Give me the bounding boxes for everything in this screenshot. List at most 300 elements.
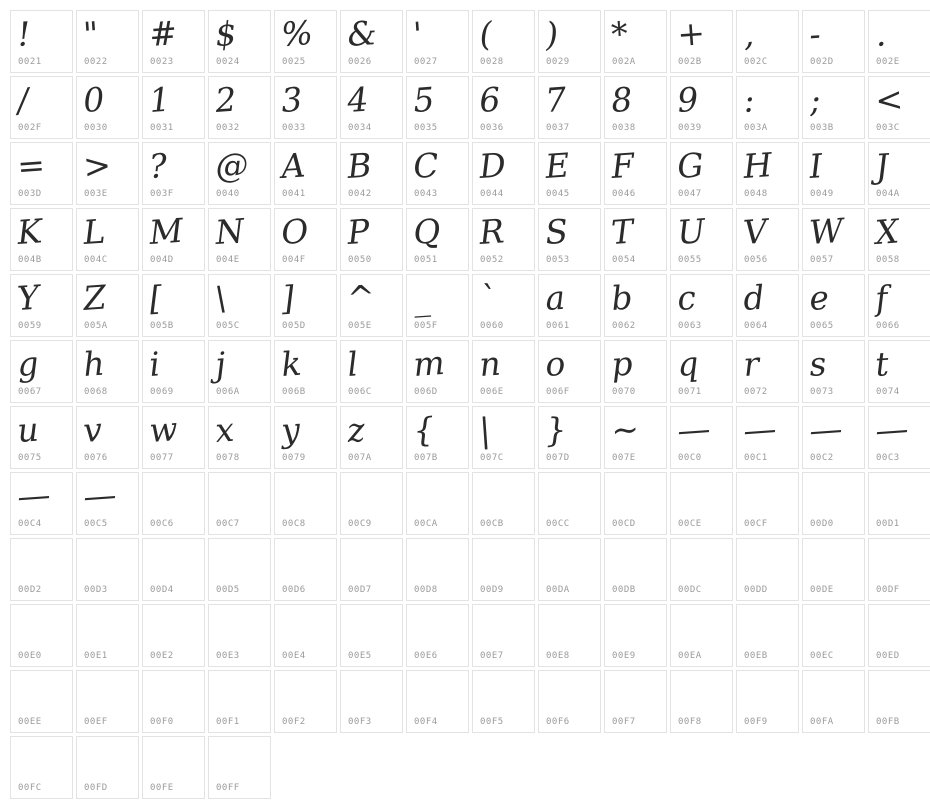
- glyph: j: [214, 344, 227, 385]
- glyph: 8: [610, 79, 634, 121]
- glyph-cell: [670, 472, 733, 535]
- glyph-cell: [670, 340, 733, 403]
- glyph: #: [148, 13, 179, 55]
- glyph: `: [478, 277, 498, 319]
- glyph: L: [82, 211, 107, 253]
- codepoint-label: 00D8: [414, 585, 438, 595]
- codepoint-label: 0056: [744, 255, 768, 265]
- codepoint-label: 00E6: [414, 651, 438, 661]
- codepoint-label: 0073: [810, 387, 834, 397]
- glyph-cell: [76, 538, 139, 601]
- glyph: l: [346, 344, 360, 385]
- codepoint-label: 0049: [810, 189, 834, 199]
- codepoint-label: 00D7: [348, 585, 372, 595]
- codepoint-label: 00E9: [612, 651, 636, 661]
- glyph: [16, 738, 19, 784]
- glyph: C: [412, 145, 440, 187]
- glyph: [478, 606, 481, 652]
- glyph-cell: [340, 604, 403, 667]
- codepoint-label: 0052: [480, 255, 504, 265]
- glyph: w: [148, 409, 179, 451]
- codepoint-label: 00EB: [744, 651, 768, 661]
- glyph-cell: [208, 208, 271, 271]
- glyph-cell: [868, 208, 930, 271]
- glyph: 2: [214, 79, 238, 121]
- glyph-cell: [142, 538, 205, 601]
- glyph-cell: [736, 604, 799, 667]
- glyph-cell: [406, 472, 469, 535]
- glyph: D: [478, 145, 508, 187]
- glyph: 4: [346, 79, 370, 121]
- codepoint-label: 0051: [414, 255, 438, 265]
- glyph-cell: [10, 208, 73, 271]
- glyph-cell: [10, 10, 73, 73]
- glyph: z: [346, 409, 367, 451]
- codepoint-label: 0048: [744, 189, 768, 199]
- glyph: {: [412, 409, 436, 451]
- glyph: [412, 606, 415, 652]
- glyph: i: [148, 344, 162, 385]
- glyph: $: [214, 13, 238, 55]
- glyph-cell: [76, 208, 139, 271]
- glyph-cell: [406, 10, 469, 73]
- glyph-cell: [670, 208, 733, 271]
- codepoint-label: 00D2: [18, 585, 42, 595]
- glyph-cell: [802, 670, 865, 733]
- codepoint-label: 00C3: [876, 453, 900, 463]
- glyph-cell: [142, 142, 205, 205]
- glyph: f: [874, 278, 889, 319]
- codepoint-label: 00E7: [480, 651, 504, 661]
- codepoint-label: 00FB: [876, 717, 900, 727]
- glyph-cell: [802, 472, 865, 535]
- glyph-cell: [10, 472, 73, 535]
- glyph-cell: [10, 340, 73, 403]
- glyph-cell: [340, 142, 403, 205]
- glyph: K: [16, 211, 44, 253]
- codepoint-label: 0026: [348, 57, 372, 67]
- glyph: [16, 606, 19, 652]
- codepoint-label: 0079: [282, 453, 306, 463]
- glyph-cell: [142, 340, 205, 403]
- glyph: [280, 672, 283, 718]
- glyph-cell: [274, 472, 337, 535]
- glyph: E: [544, 145, 571, 187]
- glyph: P: [346, 211, 371, 253]
- glyph: W: [808, 210, 845, 253]
- glyph-cell: [340, 538, 403, 601]
- glyph-cell: [208, 472, 271, 535]
- glyph: [346, 606, 349, 652]
- codepoint-label: 005B: [150, 321, 174, 331]
- glyph: [544, 672, 547, 718]
- codepoint-label: 002C: [744, 57, 768, 67]
- glyph-cell: [472, 670, 535, 733]
- glyph-cell: [868, 406, 930, 469]
- glyph-cell: [10, 274, 73, 337]
- codepoint-label: 006A: [216, 387, 240, 397]
- glyph: F: [610, 145, 636, 187]
- glyph-cell: [736, 208, 799, 271]
- glyph: (: [478, 14, 494, 55]
- glyph: [742, 474, 745, 520]
- codepoint-label: 0034: [348, 123, 372, 133]
- codepoint-label: 005A: [84, 321, 108, 331]
- codepoint-label: 007C: [480, 453, 504, 463]
- codepoint-label: 00C4: [18, 519, 42, 529]
- glyph-cell: [868, 340, 930, 403]
- glyph: G: [676, 145, 706, 187]
- glyph-cell: [472, 274, 535, 337]
- glyph-cell: [76, 736, 139, 799]
- glyph: I: [808, 146, 824, 187]
- glyph-cell: [802, 406, 865, 469]
- codepoint-label: 00E2: [150, 651, 174, 661]
- glyph-cell: [76, 604, 139, 667]
- codepoint-label: 00EA: [678, 651, 702, 661]
- codepoint-label: 0063: [678, 321, 702, 331]
- glyph: —: [16, 474, 52, 517]
- codepoint-label: 00EF: [84, 717, 108, 727]
- codepoint-label: 00C0: [678, 453, 702, 463]
- glyph-cell: [670, 538, 733, 601]
- glyph: [280, 474, 283, 520]
- codepoint-label: 0032: [216, 123, 240, 133]
- glyph-cell: [802, 274, 865, 337]
- glyph-cell: [472, 604, 535, 667]
- glyph: ]: [280, 278, 296, 319]
- glyph-cell: [274, 538, 337, 601]
- codepoint-label: 0035: [414, 123, 438, 133]
- codepoint-label: 00FF: [216, 783, 240, 793]
- glyph-cell: [142, 10, 205, 73]
- glyph-cell: [76, 670, 139, 733]
- codepoint-label: 00DA: [546, 585, 570, 595]
- glyph: +: [676, 13, 707, 55]
- glyph-cell: [142, 406, 205, 469]
- codepoint-label: 0033: [282, 123, 306, 133]
- codepoint-label: 0065: [810, 321, 834, 331]
- codepoint-label: 00CC: [546, 519, 570, 529]
- glyph-cell: [274, 142, 337, 205]
- glyph-cell: [406, 142, 469, 205]
- glyph: [148, 738, 151, 784]
- glyph-cell: [472, 538, 535, 601]
- glyph-cell: [736, 274, 799, 337]
- glyph-cell: [208, 10, 271, 73]
- glyph: [214, 540, 217, 586]
- codepoint-label: 0021: [18, 57, 42, 67]
- codepoint-label: 0064: [744, 321, 768, 331]
- glyph: [280, 540, 283, 586]
- glyph: Q: [412, 211, 442, 253]
- glyph: }: [544, 409, 568, 451]
- codepoint-label: 00CD: [612, 519, 636, 529]
- glyph-cell: [274, 10, 337, 73]
- codepoint-label: 007D: [546, 453, 570, 463]
- glyph: g: [16, 343, 40, 385]
- glyph-cell: [208, 604, 271, 667]
- glyph-cell: [10, 604, 73, 667]
- glyph-cell: [274, 274, 337, 337]
- glyph-cell: [802, 142, 865, 205]
- glyph-cell: [802, 538, 865, 601]
- codepoint-label: 0069: [150, 387, 174, 397]
- glyph: c: [676, 277, 698, 319]
- glyph-cell: [736, 538, 799, 601]
- glyph-cell: [208, 538, 271, 601]
- glyph: O: [280, 211, 310, 253]
- glyph: —: [676, 408, 712, 451]
- glyph: 0: [82, 79, 106, 121]
- glyph: [808, 540, 811, 586]
- codepoint-label: 00F4: [414, 717, 438, 727]
- glyph: 3: [280, 79, 304, 121]
- glyph-cell: [340, 472, 403, 535]
- codepoint-label: 00C8: [282, 519, 306, 529]
- glyph: [412, 474, 415, 520]
- glyph: —: [82, 474, 118, 517]
- glyph: k: [280, 343, 303, 385]
- codepoint-label: 00E0: [18, 651, 42, 661]
- glyph-cell: [76, 76, 139, 139]
- glyph-cell: [604, 538, 667, 601]
- glyph-cell: [274, 340, 337, 403]
- glyph: X: [874, 211, 901, 253]
- glyph-cell: [670, 274, 733, 337]
- codepoint-label: 00CA: [414, 519, 438, 529]
- codepoint-label: 0029: [546, 57, 570, 67]
- glyph: q: [676, 343, 700, 385]
- codepoint-label: 0037: [546, 123, 570, 133]
- codepoint-label: 002F: [18, 123, 42, 133]
- glyph-grid: [10, 10, 930, 799]
- codepoint-label: 00CB: [480, 519, 504, 529]
- glyph-cell: [802, 604, 865, 667]
- codepoint-label: 0044: [480, 189, 504, 199]
- glyph-cell: [670, 670, 733, 733]
- glyph: J: [874, 146, 890, 187]
- codepoint-label: 00FA: [810, 717, 834, 727]
- glyph: [676, 540, 679, 586]
- glyph: [148, 474, 151, 520]
- codepoint-label: 006F: [546, 387, 570, 397]
- glyph: U: [676, 211, 707, 253]
- glyph-cell: [10, 406, 73, 469]
- codepoint-label: 0036: [480, 123, 504, 133]
- glyph-cell: [736, 472, 799, 535]
- codepoint-label: 00F1: [216, 717, 240, 727]
- glyph-cell: [538, 340, 601, 403]
- glyph-cell: [736, 10, 799, 73]
- glyph: V: [742, 211, 769, 253]
- codepoint-label: 0078: [216, 453, 240, 463]
- glyph-cell: [340, 406, 403, 469]
- glyph: :: [742, 80, 756, 121]
- codepoint-label: 002E: [876, 57, 900, 67]
- glyph-cell: [406, 406, 469, 469]
- glyph-cell: [76, 406, 139, 469]
- glyph: ,: [742, 14, 756, 55]
- codepoint-label: 0028: [480, 57, 504, 67]
- glyph: b: [610, 277, 634, 319]
- codepoint-label: 0074: [876, 387, 900, 397]
- glyph-cell: [802, 208, 865, 271]
- codepoint-label: 00CE: [678, 519, 702, 529]
- glyph-cell: [604, 76, 667, 139]
- glyph-cell: [10, 76, 73, 139]
- glyph: [: [148, 278, 164, 319]
- codepoint-label: 0061: [546, 321, 570, 331]
- glyph: 1: [148, 79, 172, 121]
- glyph: [742, 606, 745, 652]
- glyph: ): [544, 14, 560, 55]
- codepoint-label: 0077: [150, 453, 174, 463]
- glyph: *: [610, 13, 630, 55]
- glyph-cell: [142, 76, 205, 139]
- glyph: [148, 606, 151, 652]
- glyph: [544, 606, 547, 652]
- glyph: N: [214, 211, 246, 253]
- codepoint-label: 0053: [546, 255, 570, 265]
- codepoint-label: 00F8: [678, 717, 702, 727]
- glyph-cell: [736, 406, 799, 469]
- glyph-cell: [538, 274, 601, 337]
- glyph-cell: [538, 142, 601, 205]
- glyph: [610, 474, 613, 520]
- codepoint-label: 00F3: [348, 717, 372, 727]
- glyph-cell: [868, 10, 930, 73]
- glyph: [214, 474, 217, 520]
- glyph: x: [214, 409, 236, 451]
- glyph: p: [610, 343, 634, 385]
- glyph: [676, 606, 679, 652]
- codepoint-label: 0066: [876, 321, 900, 331]
- glyph-cell: [604, 10, 667, 73]
- codepoint-label: 0031: [150, 123, 174, 133]
- codepoint-label: 00F9: [744, 717, 768, 727]
- glyph: [676, 474, 679, 520]
- glyph-cell: [538, 76, 601, 139]
- codepoint-label: 0030: [84, 123, 108, 133]
- codepoint-label: 0041: [282, 189, 306, 199]
- glyph: o: [544, 343, 567, 385]
- glyph: [544, 474, 547, 520]
- codepoint-label: 0022: [84, 57, 108, 67]
- glyph-cell: [274, 208, 337, 271]
- codepoint-label: 0046: [612, 189, 636, 199]
- glyph-cell: [868, 670, 930, 733]
- glyph: d: [742, 277, 766, 319]
- glyph-cell: [142, 208, 205, 271]
- glyph-cell: [142, 472, 205, 535]
- glyph: [478, 474, 481, 520]
- glyph: h: [82, 343, 106, 385]
- glyph: B: [346, 145, 373, 187]
- glyph-cell: [736, 670, 799, 733]
- codepoint-label: 00E8: [546, 651, 570, 661]
- codepoint-label: 004F: [282, 255, 306, 265]
- codepoint-label: 0055: [678, 255, 702, 265]
- codepoint-label: 0024: [216, 57, 240, 67]
- glyph-cell: [274, 670, 337, 733]
- codepoint-label: 00EC: [810, 651, 834, 661]
- glyph: 9: [676, 79, 700, 121]
- glyph: @: [214, 144, 250, 187]
- glyph-cell: [274, 406, 337, 469]
- glyph: %: [280, 12, 315, 55]
- glyph-cell: [472, 472, 535, 535]
- glyph-cell: [406, 340, 469, 403]
- codepoint-label: 003A: [744, 123, 768, 133]
- glyph-cell: [670, 76, 733, 139]
- codepoint-label: 00F0: [150, 717, 174, 727]
- codepoint-label: 007A: [348, 453, 372, 463]
- glyph: —: [742, 408, 778, 451]
- codepoint-label: 00D0: [810, 519, 834, 529]
- glyph-cell: [340, 274, 403, 337]
- glyph-cell: [538, 208, 601, 271]
- codepoint-label: 00FD: [84, 783, 108, 793]
- glyph: S: [544, 211, 570, 253]
- codepoint-label: 0040: [216, 189, 240, 199]
- glyph-cell: [406, 208, 469, 271]
- glyph: [544, 540, 547, 586]
- glyph-cell: [76, 340, 139, 403]
- glyph: ': [412, 14, 424, 55]
- glyph-cell: [406, 670, 469, 733]
- glyph-cell: [604, 340, 667, 403]
- glyph-cell: [76, 274, 139, 337]
- codepoint-label: 00EE: [18, 717, 42, 727]
- glyph: [676, 672, 679, 718]
- glyph: !: [16, 14, 32, 55]
- glyph: &: [346, 13, 379, 55]
- glyph: <: [874, 79, 905, 121]
- codepoint-label: 0023: [150, 57, 174, 67]
- glyph: [742, 672, 745, 718]
- glyph: s: [808, 343, 828, 385]
- codepoint-label: 00F2: [282, 717, 306, 727]
- glyph: [214, 738, 217, 784]
- glyph-cell: [736, 76, 799, 139]
- glyph: [214, 672, 217, 718]
- codepoint-label: 003D: [18, 189, 42, 199]
- codepoint-label: 00E4: [282, 651, 306, 661]
- glyph-cell: [208, 142, 271, 205]
- glyph-cell: [604, 670, 667, 733]
- glyph-cell: [604, 406, 667, 469]
- codepoint-label: 00D1: [876, 519, 900, 529]
- glyph: T: [610, 211, 635, 253]
- glyph: a: [544, 277, 567, 319]
- glyph-cell: [10, 538, 73, 601]
- codepoint-label: 003F: [150, 189, 174, 199]
- glyph-cell: [868, 76, 930, 139]
- glyph-cell: [868, 274, 930, 337]
- codepoint-label: 0071: [678, 387, 702, 397]
- glyph-cell: [208, 76, 271, 139]
- codepoint-label: 00DC: [678, 585, 702, 595]
- codepoint-label: 00FE: [150, 783, 174, 793]
- glyph: 6: [478, 79, 502, 121]
- codepoint-label: 00DF: [876, 585, 900, 595]
- codepoint-label: 00CF: [744, 519, 768, 529]
- glyph-cell: [670, 406, 733, 469]
- glyph-cell: [76, 10, 139, 73]
- codepoint-label: 00D4: [150, 585, 174, 595]
- codepoint-label: 003E: [84, 189, 108, 199]
